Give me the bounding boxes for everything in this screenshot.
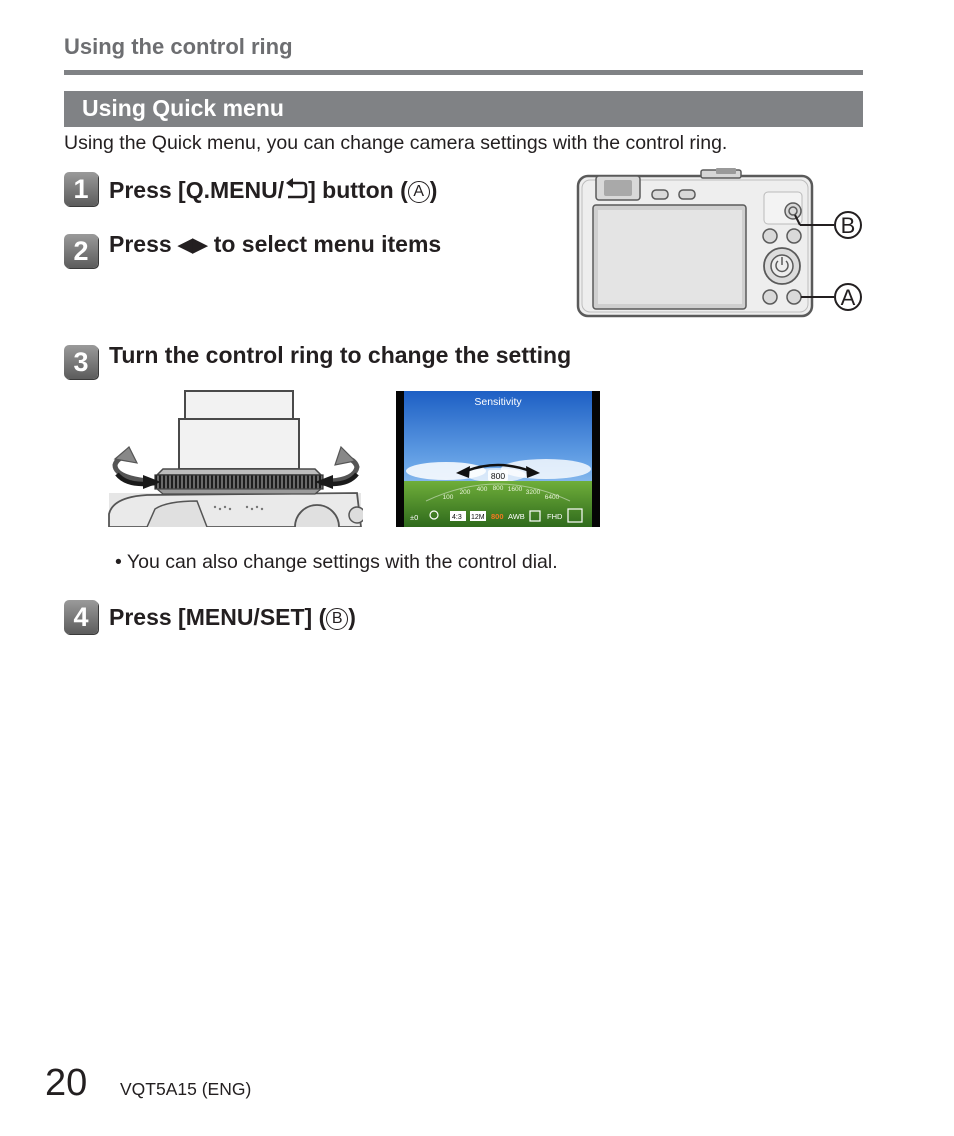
- step-2-number: 2: [64, 234, 98, 268]
- lcd-exposure: ±0: [410, 513, 419, 522]
- lcd-size: 12M: [471, 514, 485, 521]
- callout-b-label: B: [840, 213, 856, 238]
- step-1-pre: Press [Q.MENU/: [109, 177, 285, 203]
- step-1-post: ): [429, 177, 438, 203]
- left-arrow-icon: ◀: [178, 235, 193, 256]
- lcd-selected-iso: 800: [490, 471, 506, 481]
- step-4-post: ): [348, 604, 356, 630]
- step-4-text: [109, 604, 356, 631]
- return-icon: [284, 177, 308, 203]
- iso-tick: 3200: [525, 489, 541, 496]
- callout-a-label: A: [840, 285, 856, 310]
- lcd-wb: AWB: [508, 512, 525, 521]
- camera-back-illustration: [576, 168, 866, 320]
- circle-b-label: B: [326, 608, 348, 630]
- iso-tick: 200: [459, 489, 471, 496]
- section-title: Using the control ring: [64, 34, 293, 59]
- top-rule: [64, 70, 863, 75]
- step-4-number: 4: [64, 600, 98, 634]
- iso-tick: 800: [492, 485, 504, 492]
- note-text: • You can also change settings with the control dial.: [115, 551, 558, 573]
- circle-a-label: A: [408, 181, 430, 203]
- iso-tick: 100: [442, 494, 454, 501]
- doc-code: VQT5A15 (ENG): [120, 1079, 252, 1099]
- lcd-aspect: 4:3: [452, 514, 462, 521]
- step-1-number: 1: [64, 172, 98, 206]
- step-4-pre: Press [MENU/SET] (: [109, 604, 327, 630]
- right-arrow-icon: ▶: [192, 235, 208, 256]
- lcd-iso: 800: [491, 512, 504, 521]
- sensitivity-screen-illustration: [396, 391, 600, 527]
- control-ring-illustration: [107, 389, 363, 527]
- intro-text: Using the Quick menu, you can change camera settings with the control ring.: [64, 132, 728, 154]
- step-2-text: [109, 231, 441, 258]
- iso-tick: 6400: [544, 494, 560, 501]
- iso-tick: 400: [476, 486, 488, 493]
- section-band: [64, 91, 863, 127]
- lcd-quality: FHD: [547, 512, 563, 521]
- band-title: Using Quick menu: [82, 95, 284, 121]
- step-2-pre: Press: [109, 231, 179, 257]
- lcd-title: Sensitivity: [474, 396, 522, 408]
- step-1-text: [109, 177, 437, 204]
- step-2-post: to select menu items: [207, 231, 442, 257]
- step-3-text: Turn the control ring to change the setting: [109, 342, 572, 368]
- step-3-number: 3: [64, 345, 98, 379]
- step-1-mid: ] button (: [308, 177, 408, 203]
- page-number: 20: [45, 1062, 88, 1104]
- iso-tick: 1600: [507, 486, 523, 493]
